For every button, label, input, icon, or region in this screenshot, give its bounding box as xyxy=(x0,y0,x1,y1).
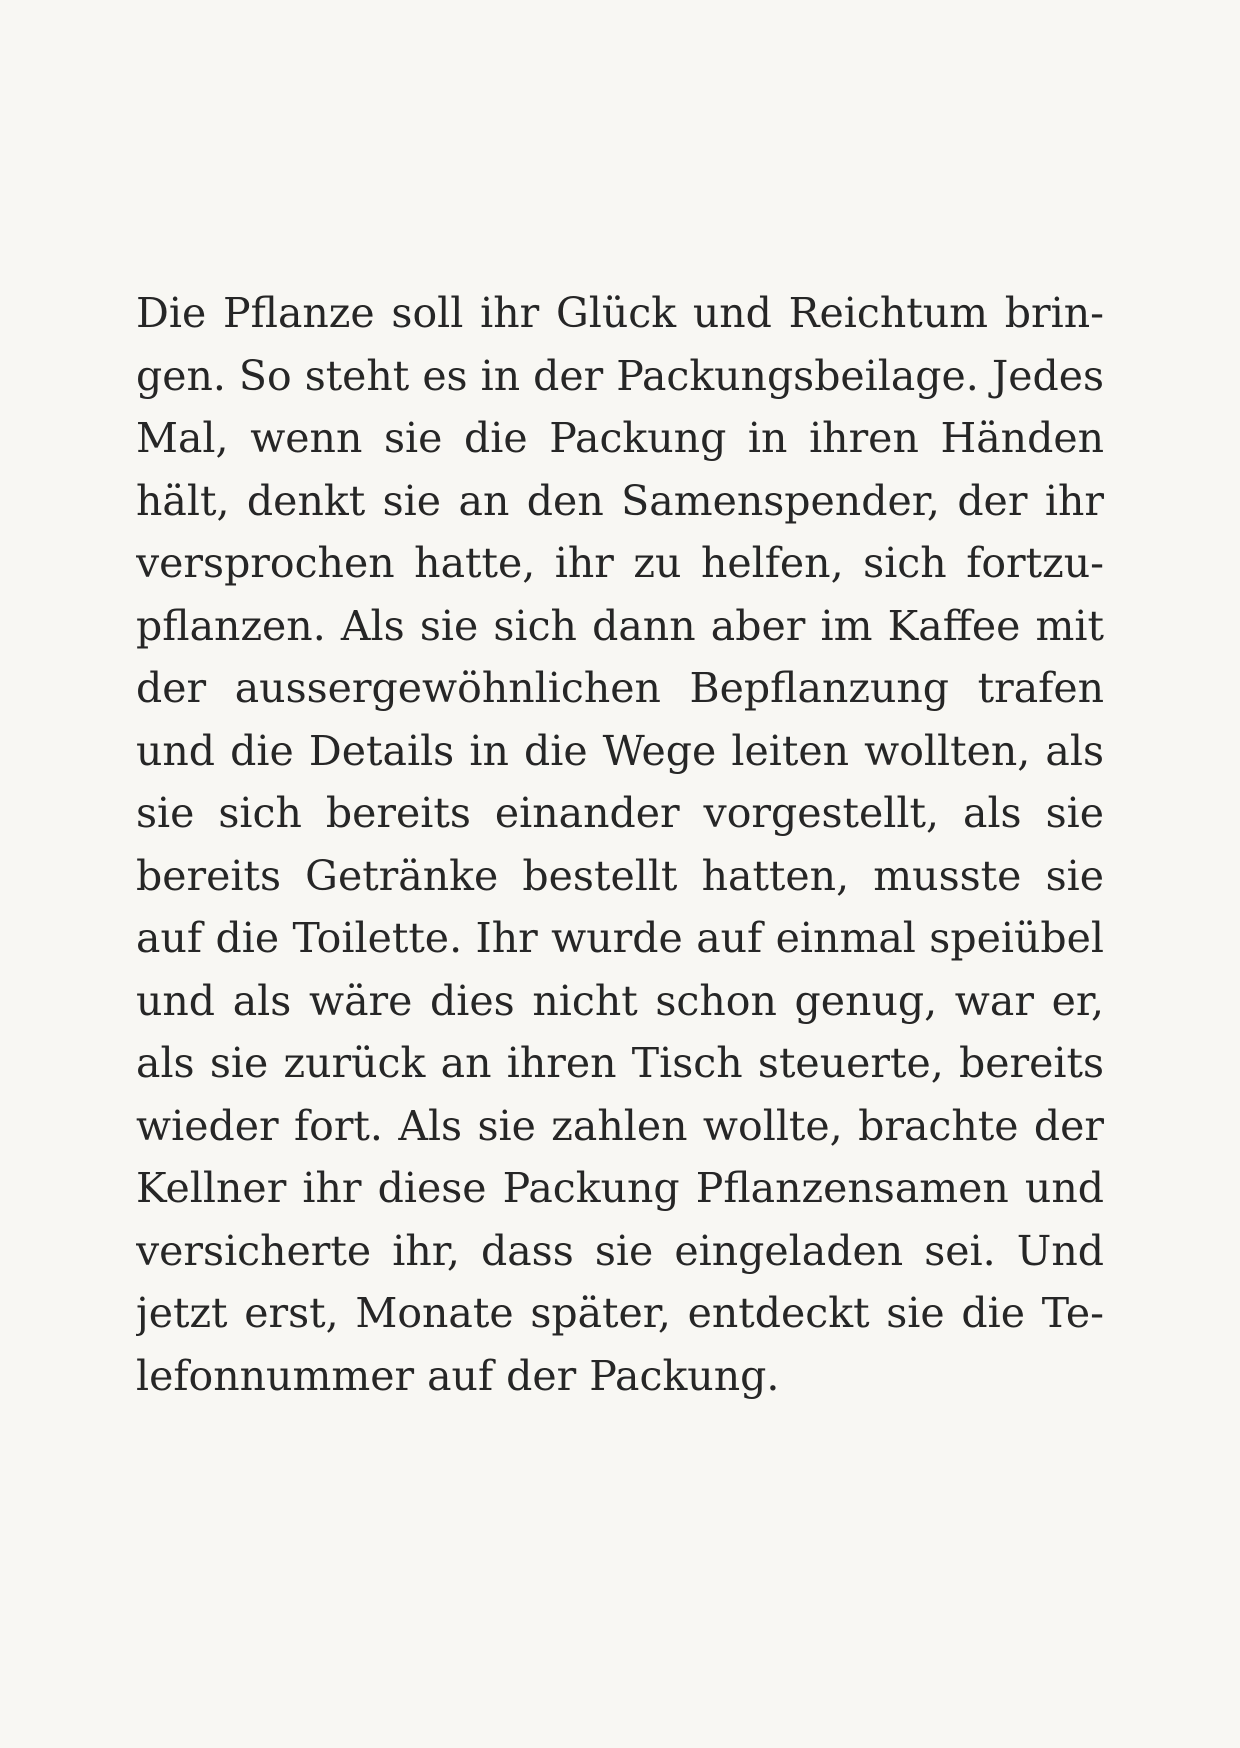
paragraph-line: und die Details in die Wege leiten wollten, als xyxy=(136,726,1104,775)
paragraph-line: versprochen hatte, ihr zu helfen, sich fortzu- xyxy=(136,539,1104,587)
body-paragraph xyxy=(136,282,1104,1407)
paragraph-line: wieder fort. Als sie zahlen wollte, brachte der xyxy=(136,1101,1104,1150)
paragraph-line: pflanzen. Als sie sich dann aber im Kaffee mit xyxy=(136,601,1104,650)
paragraph-line: gen. So steht es in der Packungsbeilage. Jedes xyxy=(136,351,1104,400)
paragraph-line: Kellner ihr diese Packung Pflanzensamen und xyxy=(136,1164,1104,1212)
paragraph-line: jetzt erst, Monate später, entdeckt sie die Te- xyxy=(136,1289,1104,1337)
paragraph-line: der aussergewöhnlichen Bepflanzung trafen xyxy=(136,664,1104,712)
paragraph-line: sie sich bereits einander vorgestellt, als sie xyxy=(136,789,1104,837)
paragraph-line: als sie zurück an ihren Tisch steuerte, bereits xyxy=(136,1039,1104,1087)
paragraph-line: auf die Toilette. Ihr wurde auf einmal speiübel xyxy=(136,914,1104,962)
paragraph-line: hält, denkt sie an den Samenspender, der ihr xyxy=(136,476,1104,525)
paragraph-line: Mal, wenn sie die Packung in ihren Händen xyxy=(136,414,1104,462)
paragraph-line: versicherte ihr, dass sie eingeladen sei. Und xyxy=(136,1226,1104,1275)
paragraph-line: bereits Getränke bestellt hatten, musste sie xyxy=(136,851,1104,900)
paragraph-line: und als wäre dies nicht schon genug, war er, xyxy=(136,976,1104,1025)
paragraph-line: Die Pflanze soll ihr Glück und Reichtum brin- xyxy=(136,289,1104,337)
paragraph-line-last: lefonnummer auf der Packung. xyxy=(136,1351,780,1400)
